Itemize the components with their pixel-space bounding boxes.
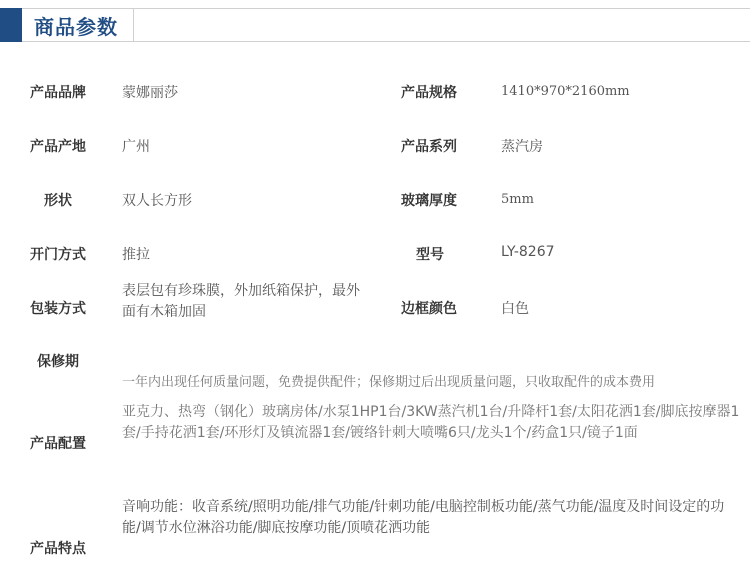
spec-value: 1410*970*2160mm: [501, 84, 630, 99]
frame-label: 边框颜色: [401, 301, 457, 317]
section-title: 商品参数: [34, 15, 118, 39]
model-label: 型号: [416, 247, 444, 263]
config-value: 亚克力、热弯（钢化）玻璃房体/水泵1HP1台/3KW蒸汽机1台/升降杆1套/太阳花洒1套/脚底按摩器1套/手持花洒1套/环形灯及镇流器1套/镀络针刺大喷嘴6只/龙头1个/药盒1只/镜子1面: [122, 404, 740, 441]
features-label: 产品特点: [30, 541, 86, 557]
header-rule-bottom: [134, 41, 750, 42]
header-rule-top: [134, 8, 750, 9]
warranty-value: 一年内出现任何质量问题，免费提供配件；保修期过后出现质量问题，只收取配件的成本费用: [122, 375, 656, 390]
brand-value: 蒙娜丽莎: [122, 85, 178, 101]
warranty-label: 保修期: [37, 354, 79, 370]
config-label: 产品配置: [30, 436, 86, 452]
origin-value: 广州: [122, 139, 150, 155]
model-value: LY-8267: [501, 244, 555, 260]
glass-value: 5mm: [501, 192, 534, 207]
section-header: [0, 8, 750, 42]
brand-label: 产品品牌: [30, 85, 86, 101]
packing-label: 包装方式: [30, 301, 86, 317]
features-value: 音响功能：收音系统/照明功能/排气功能/针刺功能/电脑控制板功能/蒸气功能/温度及时间设定的功能/调节水位淋浴功能/脚底按摩功能/顶喷花洒功能: [122, 499, 725, 536]
series-label: 产品系列: [401, 139, 457, 155]
header-accent-bar: [0, 8, 22, 42]
shape-value: 双人长方形: [122, 193, 192, 209]
shape-label: 形状: [44, 193, 72, 209]
series-value: 蒸汽房: [501, 139, 543, 155]
packing-value: 表层包有珍珠膜，外加纸箱保护，最外面有木箱加固: [122, 283, 360, 320]
glass-label: 玻璃厚度: [401, 193, 457, 209]
door-label: 开门方式: [30, 247, 86, 263]
door-value: 推拉: [122, 247, 150, 263]
frame-value: 白色: [501, 301, 529, 317]
origin-label: 产品产地: [30, 139, 86, 155]
spec-label: 产品规格: [401, 85, 457, 101]
